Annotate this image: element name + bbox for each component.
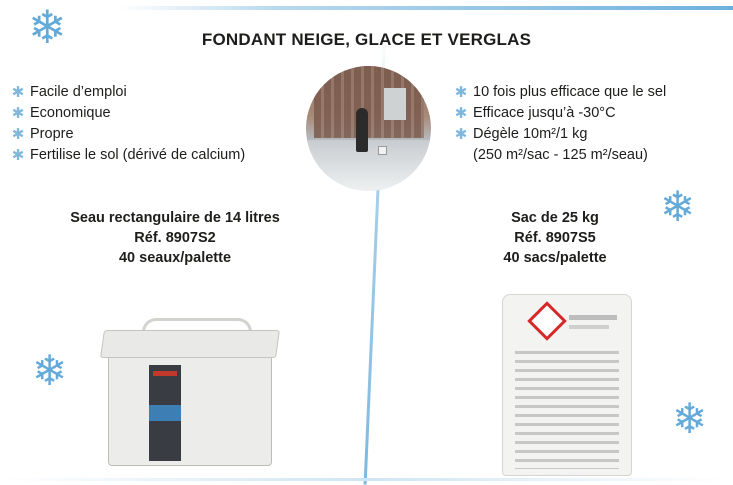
product-reference: Réf. 8907S5: [514, 230, 596, 246]
feature-item: [10, 124, 245, 145]
asterisk-snow-icon: ✱: [11, 105, 25, 122]
product-name: Seau rectangulaire de 14 litres: [70, 210, 280, 226]
feature-text: Fertilise le sol (dérivé de calcium): [30, 147, 246, 163]
feature-text: 10 fois plus efficace que le sel: [473, 84, 667, 100]
photo-bucket: [378, 146, 387, 155]
photo-building: [314, 66, 424, 138]
bucket-label: [149, 365, 181, 461]
asterisk-snow-icon: ✱: [11, 147, 25, 164]
feature-text: Propre: [30, 126, 74, 142]
feature-item: [10, 145, 245, 166]
bucket-lid: [100, 330, 280, 358]
photo-window: [384, 88, 406, 120]
right-feature-list: [453, 82, 666, 166]
sack-label-subheader: [569, 325, 609, 329]
snowflake-icon: ❄: [660, 183, 696, 230]
feature-item: [453, 103, 666, 124]
page-title: FONDANT NEIGE, GLACE ET VERGLAS: [201, 30, 532, 49]
feature-text: Economique: [30, 105, 111, 121]
photo-person: [356, 108, 368, 152]
sack-product-image: [502, 294, 632, 476]
feature-text: Efficace jusqu’à -30°C: [473, 105, 616, 121]
photo-snowy-ground: [306, 140, 431, 191]
snow-treatment-photo: [306, 66, 431, 191]
sack-label-text-lines: [515, 351, 619, 469]
bucket-product-info: [30, 208, 320, 268]
bucket-label-logo: [153, 371, 177, 376]
asterisk-snow-icon: ✱: [454, 105, 468, 122]
snowflake-icon: ❄: [672, 395, 708, 442]
bucket-body: [108, 356, 272, 466]
snowflake-icon: ❄: [32, 347, 68, 394]
bucket-product-image: [100, 318, 280, 468]
feature-text: Facile d’emploi: [30, 84, 127, 100]
asterisk-snow-icon: ✱: [454, 126, 468, 143]
product-name: Sac de 25 kg: [511, 210, 599, 226]
feature-note: (250 m²/sac - 125 m²/seau): [473, 147, 648, 163]
bucket-label-snow-image: [149, 405, 181, 421]
sack-label-header: [569, 315, 617, 320]
feature-item: [10, 103, 245, 124]
product-pallet-quantity: 40 sacs/palette: [503, 250, 607, 266]
product-reference: Réf. 8907S2: [134, 230, 216, 246]
bottom-decorative-line: [0, 478, 733, 481]
hazard-warning-icon: [527, 301, 567, 341]
asterisk-snow-icon: ✱: [454, 84, 468, 101]
asterisk-snow-icon: ✱: [11, 84, 25, 101]
feature-item: [10, 82, 245, 103]
sack-product-info: [450, 208, 660, 268]
product-pallet-quantity: 40 seaux/palette: [118, 250, 232, 266]
snowflake-icon: ❄: [28, 1, 67, 53]
feature-item: [453, 82, 666, 103]
left-feature-list: [10, 82, 245, 166]
top-decorative-line: [120, 6, 733, 10]
asterisk-snow-icon: ✱: [11, 126, 25, 143]
feature-item: [453, 124, 666, 145]
feature-text: Dégèle 10m²/1 kg: [473, 126, 588, 142]
